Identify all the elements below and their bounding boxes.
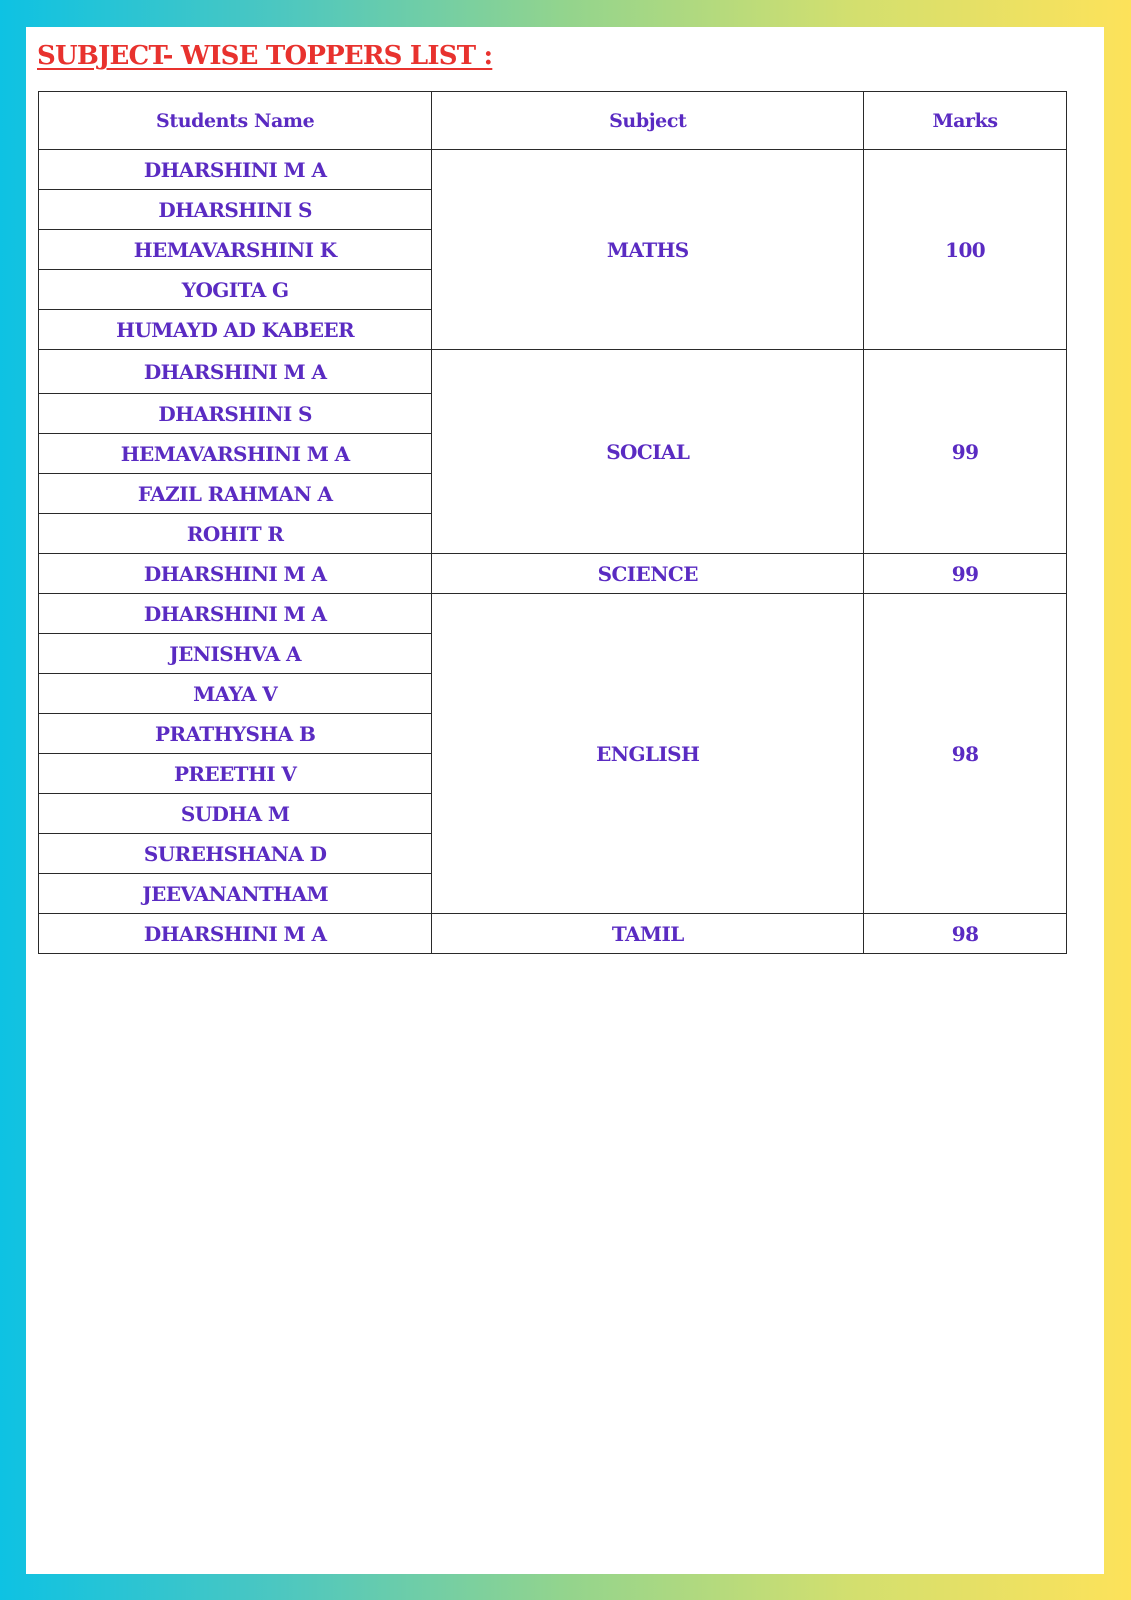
student-name: PREETHI V — [39, 754, 432, 794]
table-row — [39, 350, 1067, 394]
page-title: SUBJECT- WISE TOPPERS LIST : — [37, 41, 493, 71]
student-name: DHARSHINI M A — [39, 914, 432, 954]
table-row — [39, 914, 1067, 954]
student-name: ROHIT R — [39, 514, 432, 554]
subject-cell: MATHS — [432, 150, 864, 350]
header-students-name: Students Name — [39, 92, 432, 150]
student-name: HEMAVARSHINI M A — [39, 434, 432, 474]
student-name: JEEVANANTHAM — [39, 874, 432, 914]
student-name: JENISHVA A — [39, 634, 432, 674]
subject-cell: SCIENCE — [432, 554, 864, 594]
student-name: YOGITA G — [39, 270, 432, 310]
student-name: DHARSHINI M A — [39, 350, 432, 394]
student-name: DHARSHINI M A — [39, 594, 432, 634]
table-body — [39, 150, 1067, 954]
student-name: HUMAYD AD KABEER — [39, 310, 432, 350]
table-row — [39, 150, 1067, 190]
student-name: SUREHSHANA D — [39, 834, 432, 874]
subject-cell: ENGLISH — [432, 594, 864, 914]
marks-cell: 99 — [864, 350, 1067, 554]
table-row — [39, 554, 1067, 594]
student-name: MAYA V — [39, 674, 432, 714]
header-subject: Subject — [432, 92, 864, 150]
student-name: SUDHA M — [39, 794, 432, 834]
marks-cell: 98 — [864, 594, 1067, 914]
toppers-table — [38, 91, 1067, 954]
marks-cell: 99 — [864, 554, 1067, 594]
subject-cell: SOCIAL — [432, 350, 864, 554]
student-name: DHARSHINI M A — [39, 554, 432, 594]
table-row — [39, 594, 1067, 634]
student-name: HEMAVARSHINI K — [39, 230, 432, 270]
student-name: PRATHYSHA B — [39, 714, 432, 754]
marks-cell: 98 — [864, 914, 1067, 954]
marks-cell: 100 — [864, 150, 1067, 350]
table-header-row — [39, 92, 1067, 150]
student-name: FAZIL RAHMAN A — [39, 474, 432, 514]
student-name: DHARSHINI M A — [39, 150, 432, 190]
document-page — [26, 27, 1104, 1574]
header-marks: Marks — [864, 92, 1067, 150]
student-name: DHARSHINI S — [39, 394, 432, 434]
student-name: DHARSHINI S — [39, 190, 432, 230]
subject-cell: TAMIL — [432, 914, 864, 954]
